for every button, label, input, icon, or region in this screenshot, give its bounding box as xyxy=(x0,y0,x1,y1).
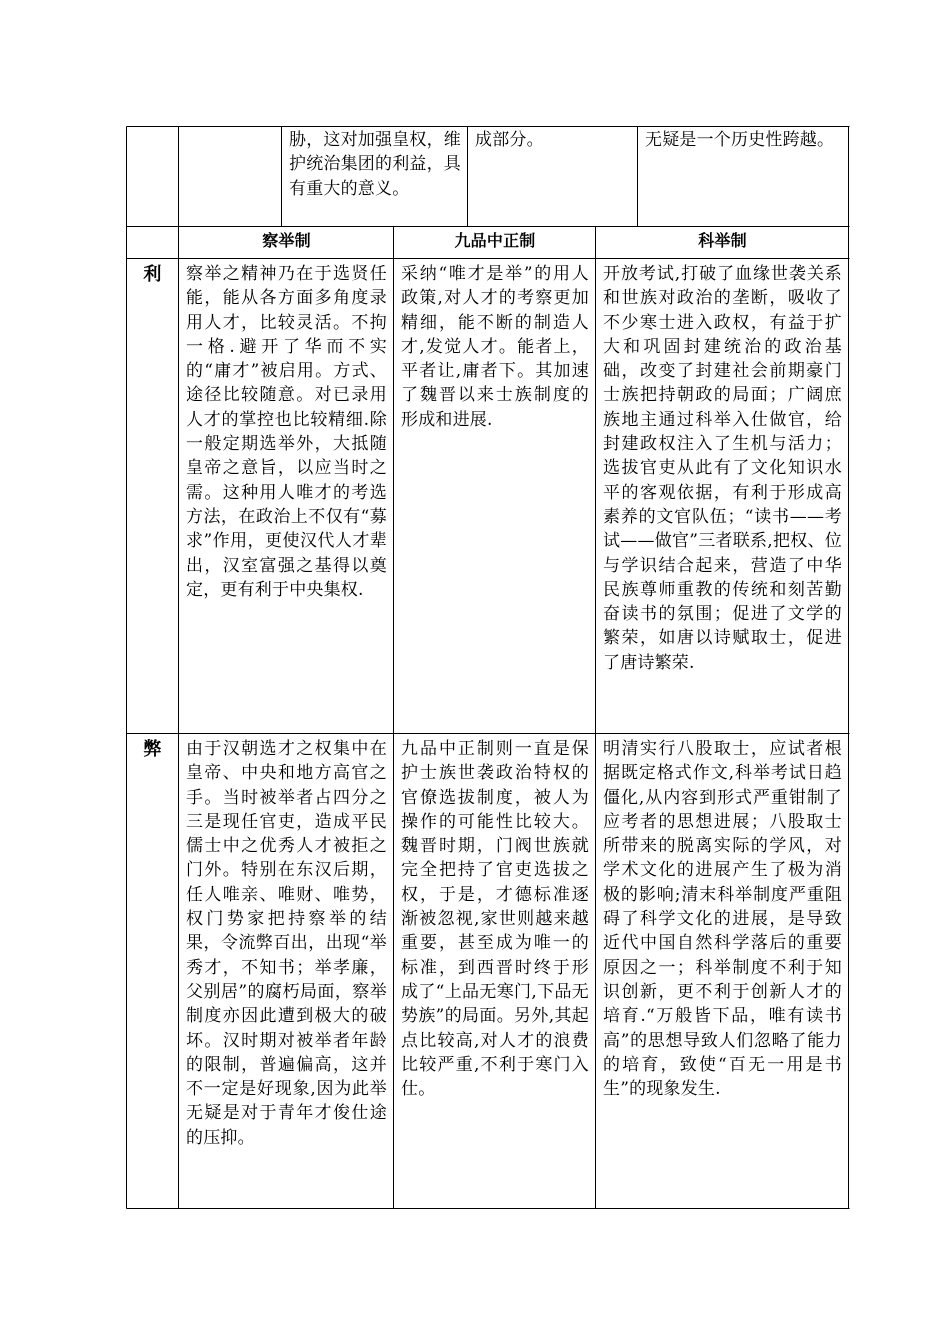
header-keju: 科举制 xyxy=(698,231,747,250)
continued-cell-col4: 成部分。 xyxy=(475,130,544,150)
bi-chaju-cell: 由于汉朝选才之权集中在皇帝、中央和地方高官之手。当时被举者占四分之三是现任官吏，造成平民儒士中之优秀人才被拒之门外。特别在东汉后期，任人唯亲、唯财、唯势，权门势家把持察举的结果，令流弊百出，出现“举秀才，不知书；举孝廉，父别居”的腐朽局面，察举制度亦因此遭到极大的破坏。汉时期对被举者年龄的限制，普遍偏高，这并不一定是好现象,因为此举无疑是对于青年才俊仕途的压抑。 xyxy=(186,739,387,1148)
header-jiupin: 九品中正制 xyxy=(454,231,536,250)
li-keju-cell: 开放考试,打破了血缘世袭关系和世族对政治的垄断，吸收了不少寒士进入政权，有益于扩大和巩固封建统治的政治基础，改变了封建社会前期豪门士族把持朝政的局面；广阔庶族地主通过科举入仕做官，给封建政权注入了生机与活力；选拔官吏从此有了文化知识水平的客观依据，有利于形成高素养的文官队伍；“读书——考试——做官”三者联系,把权、位与学识结合起来，营造了中华民族尊师重教的传统和刻苦勤奋读书的氛围；促进了文学的繁荣，如唐以诗赋取士，促进了唐诗繁荣. xyxy=(603,264,842,673)
bi-keju-cell: 明清实行八股取士，应试者根据既定格式作文,科举考试日趋僵化,从内容到形式严重钳制了应考者的思想进展；八股取士所带来的脱离实际的学风，对学术文化的进展产生了极为消极的影响;清末科举制度严重阻碍了科学文化的进展，是导致近代中国自然科学落后的重要原因之一；科举制度不利于知识创新，更不利于创新人才的培育.“万般皆下品，唯有读书高”的思想导致人们忽略了能力的培育，致使“百无一用是书生”的现象发生. xyxy=(603,739,842,1100)
header-chaju: 察举制 xyxy=(262,231,311,250)
continued-cell-col5: 无疑是一个历史性跨越。 xyxy=(645,130,835,150)
li-chaju-cell: 察举之精神乃在于选贤任能，能从各方面多角度录用人才，比较灵活。不拘一格.避开了华而不实的“庸才”被启用。方式、途径比较随意。对已录用人才的掌控也比较精细.除一般定期选举外，大抵随皇帝之意旨，以应当时之需。这种用人唯才的考选方法，在政治上不仅有“募求”作用，更使汉代人才辈出，汉室富强之基得以奠定，更有利于中央集权. xyxy=(186,264,387,600)
continued-cell-col3: 胁，这对加强皇权，维护统治集团的利益，具有重大的意义。 xyxy=(289,130,461,199)
li-jiupin-cell: 采纳“唯才是举”的用人政策,对人才的考察更加精细，能不断的制造人才,发觉人才。能者上，平者让,庸者下。其加速了魏晋以来士族制度的形成和进展. xyxy=(401,264,589,430)
row-label-bi: 弊 xyxy=(143,739,162,760)
row-label-li: 利 xyxy=(143,264,162,285)
bi-jiupin-cell: 九品中正制则一直是保护士族世袭政治特权的官僚选拔制度，被人为操作的可能性比较大。魏晋时期，门阀世族就完全把持了官吏选拔之权，于是，才德标准逐渐被忽视,家世则越来越重要，甚至成为唯一的标准，到西晋时终于形成了“上品无寒门,下品无势族”的局面。另外,其起点比较高,对人才的浪费比较严重,不利于寒门入仕。 xyxy=(401,739,589,1100)
